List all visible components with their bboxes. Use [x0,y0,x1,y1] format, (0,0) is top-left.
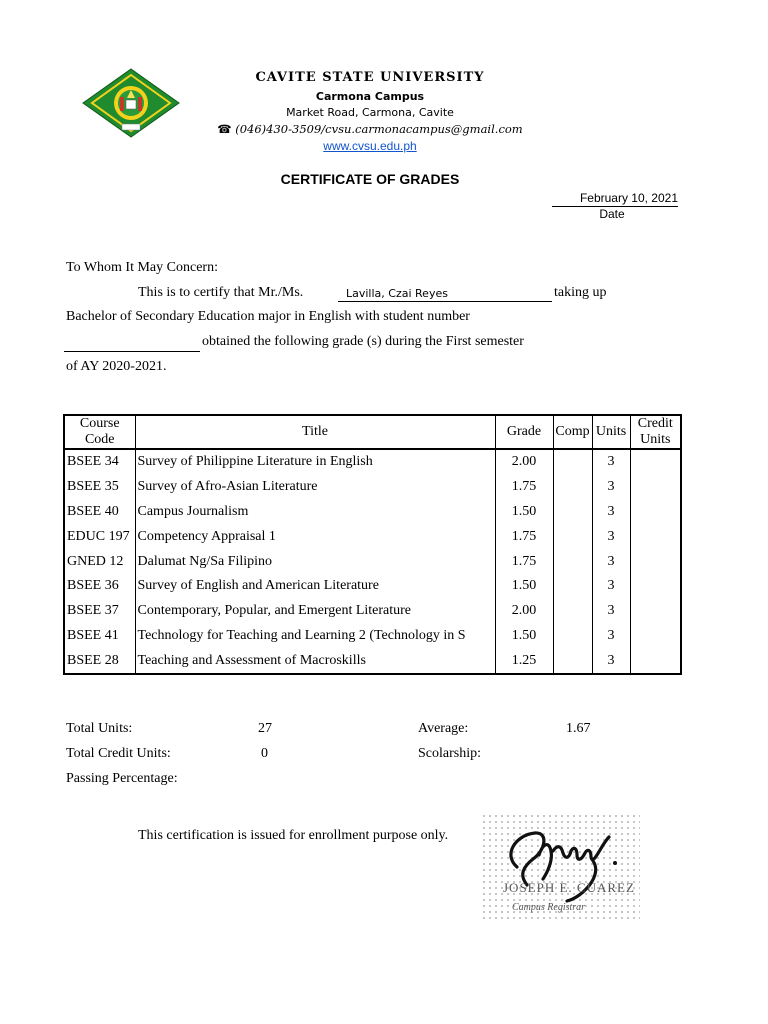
student-name: Lavilla, Czai Reyes [338,285,552,302]
taking-up-text: taking up [554,285,607,300]
course-code: BSEE 28 [64,648,135,674]
course-units: 3 [592,648,630,674]
program-line: Bachelor of Secondary Education major in English with student number [66,309,470,324]
course-title: Survey of English and American Literature [135,574,495,599]
course-grade: 2.00 [495,599,553,624]
issue-date: February 10, 2021 [552,191,678,207]
course-comp [553,648,592,674]
course-grade: 1.50 [495,574,553,599]
course-units: 3 [592,449,630,475]
scholarship-label: Scolarship: [418,746,481,761]
table-row [64,624,681,649]
course-credit [630,624,681,649]
course-title: Contemporary, Popular, and Emergent Literature [135,599,495,624]
course-credit [630,475,681,500]
certify-prefix: This is to certify that Mr./Ms. [138,285,304,300]
table-row [64,599,681,624]
course-comp [553,449,592,475]
table-header-row [64,415,681,449]
course-code: BSEE 41 [64,624,135,649]
course-comp [553,475,592,500]
course-comp [553,500,592,525]
header-units: Units [592,415,630,449]
course-grade: 1.50 [495,500,553,525]
course-units: 3 [592,574,630,599]
campus-name: Carmona Campus [315,90,425,103]
course-units: 3 [592,624,630,649]
average-label: Average: [418,721,469,736]
header-comp: Comp [553,415,592,449]
course-units: 3 [592,475,630,500]
header-grade: Grade [495,415,553,449]
course-title: Campus Journalism [135,500,495,525]
course-code: BSEE 35 [64,475,135,500]
course-title: Competency Appraisal 1 [135,524,495,549]
course-grade: 1.25 [495,648,553,674]
course-title: Dalumat Ng/Sa Filipino [135,549,495,574]
issuance-note: This certification is issued for enrollment purpose only. [138,828,449,843]
course-title: Teaching and Assessment of Macroskills [135,648,495,674]
course-comp [553,524,592,549]
course-grade: 1.75 [495,524,553,549]
certificate-title: CERTIFICATE OF GRADES [280,171,460,187]
course-credit [630,500,681,525]
passing-percentage-label: Passing Percentage: [66,771,178,786]
course-grade: 1.50 [495,624,553,649]
course-credit [630,599,681,624]
table-row [64,648,681,674]
header-credit-units: Credit Units [630,415,681,449]
course-title: Technology for Teaching and Learning 2 (Technology in S [135,624,495,649]
course-credit [630,449,681,475]
total-credit-value: 0 [261,746,268,761]
course-title: Survey of Philippine Literature in English [135,449,495,475]
course-code: BSEE 37 [64,599,135,624]
course-code: EDUC 197 [64,524,135,549]
table-row [64,524,681,549]
header-course-code: Course Code [64,415,135,449]
course-units: 3 [592,549,630,574]
course-comp [553,599,592,624]
course-units: 3 [592,500,630,525]
phone-icon: ☎ [217,122,236,136]
course-grade: 1.75 [495,549,553,574]
total-credit-label: Total Credit Units: [66,746,171,761]
campus-address: Market Road, Carmona, Cavite [286,106,454,119]
course-units: 3 [592,599,630,624]
website-link[interactable]: www.cvsu.edu.ph [323,139,417,153]
course-comp [553,624,592,649]
header-title: Title [135,415,495,449]
cvsu-seal-icon [82,68,180,138]
signatory-title: Campus Registrar [512,902,586,913]
course-title: Survey of Afro-Asian Literature [135,475,495,500]
obtained-line: obtained the following grade (s) during the First semester [202,334,524,349]
table-row [64,500,681,525]
table-row [64,549,681,574]
course-grade: 2.00 [495,449,553,475]
course-code: BSEE 34 [64,449,135,475]
table-row [64,574,681,599]
grades-table [63,414,682,675]
course-credit [630,549,681,574]
course-code: GNED 12 [64,549,135,574]
course-code: BSEE 40 [64,500,135,525]
signatory-name: JOSEPH E. CUAREZ [503,880,635,895]
course-credit [630,648,681,674]
student-number-blank [64,334,200,352]
average-value: 1.67 [566,721,591,736]
contact-line [190,122,550,136]
course-credit [630,574,681,599]
salutation: To Whom It May Concern: [66,260,218,275]
total-units-label: Total Units: [66,721,133,736]
table-row [64,449,681,475]
total-units-value: 27 [258,721,272,736]
contact-info: (046)430-3509/cvsu.carmonacampus@gmail.com [235,122,523,136]
date-label: Date [599,207,625,221]
course-units: 3 [592,524,630,549]
university-name: CAVITE STATE UNIVERSITY [255,70,485,85]
academic-year-line: of AY 2020-2021. [66,359,167,374]
table-row [64,475,681,500]
course-credit [630,524,681,549]
course-comp [553,549,592,574]
course-comp [553,574,592,599]
course-grade: 1.75 [495,475,553,500]
course-code: BSEE 36 [64,574,135,599]
